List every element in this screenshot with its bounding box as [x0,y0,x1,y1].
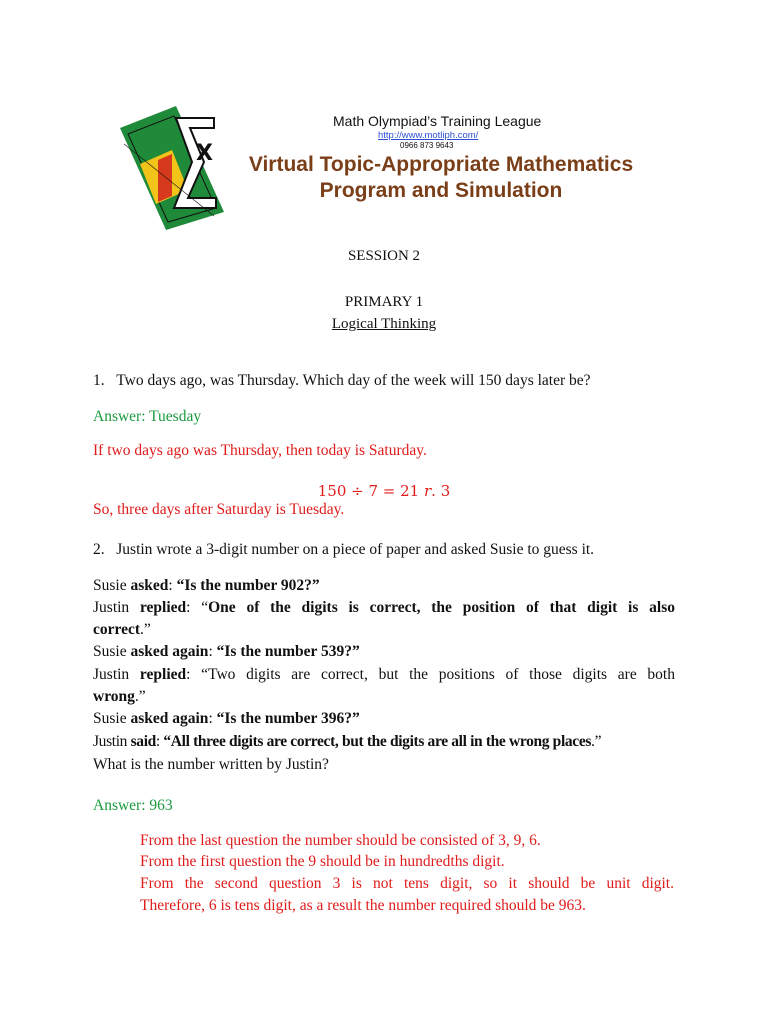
dialogue-quote: One of the digits is correct, the position of that digit is also [208,599,675,616]
question-2-solution-1: From the last question the number should be consisted of 3, 9, 6. [140,832,541,849]
dialogue-line-4-cont [93,688,675,706]
question-2-number: 2. [93,541,105,558]
dialogue-verb: asked [130,577,169,594]
dialogue-quote: : “Two digits are correct, but the positions of those digits are both [186,666,675,683]
dialogue-sep: : [168,577,177,594]
dialogue-speaker: Susie [93,710,131,727]
dialogue-speaker: Justin [93,599,140,616]
dialogue-verb: replied [139,666,187,683]
logo-letter: X [196,141,213,166]
dialogue-quote: “Is the number 539?” [216,643,360,660]
dialogue-quote: wrong [93,688,135,705]
dialogue-verb: said [130,733,156,750]
dialogue-line-6 [93,733,675,751]
question-2-text: Justin wrote a 3-digit number on a piece of paper and asked Susie to guess it. [116,541,595,558]
dialogue-line-2 [93,599,675,617]
program-title [233,152,649,204]
dialogue-sep: .” [134,688,146,705]
dialogue-quote: “Is the number 396?” [216,710,360,727]
session-label: SESSION 2 [347,248,421,264]
program-title-line2: Program and Simulation [319,179,563,202]
dialogue-verb: replied [139,599,187,616]
question-2-prompt: What is the number written by Justin? [93,756,329,773]
dialogue-sep: : [208,643,217,660]
dialogue-sep: : [155,733,164,750]
question-2-solution-2: From the first question the 9 should be in hundredths digit. [140,853,505,870]
question-1 [93,372,675,390]
question-1-text: Two days ago, was Thursday. Which day of the week will 150 days later be? [116,372,591,389]
league-url-link[interactable]: http://www.motliph.com/ [378,130,479,141]
dialogue-line-3 [93,643,675,661]
dialogue-sep: .” [140,621,151,638]
dialogue-quote: correct [93,621,141,638]
league-phone: 0966 873 9643 [400,141,454,150]
question-1-solution-1: If two days ago was Thursday, then today is Saturday. [93,442,427,459]
league-name: Math Olympiad’s Training League [333,113,542,129]
dialogue-sep: : “ [186,599,209,616]
dialogue-quote: “Is the number 902?” [176,577,320,594]
dialogue-line-2-cont [93,621,675,639]
dialogue-quote: “All three digits are correct, but the digits are all in the wrong places [163,733,592,750]
dialogue-speaker: Justin [93,666,140,683]
question-1-math: 150 ÷ 7 = 21 𝑟. 3 [317,482,451,500]
question-2-answer: Answer: 963 [93,797,173,814]
question-1-solution-2: So, three days after Saturday is Tuesday. [93,501,345,518]
dialogue-verb: asked again [130,643,209,660]
question-2 [93,541,675,559]
dialogue-sep: .” [591,733,602,750]
dialogue-sep: : [208,710,217,727]
dialogue-line-1 [93,577,675,595]
question-2-solution-4: Therefore, 6 is tens digit, as a result the number required should be 963. [140,897,586,914]
question-1-number: 1. [93,372,105,389]
topic-label [0,316,768,333]
dialogue-line-5 [93,710,675,728]
dialogue-verb: asked again [130,710,209,727]
level-label: PRIMARY 1 [344,294,424,310]
question-1-answer: Answer: Tuesday [93,408,202,425]
motl-logo [118,104,226,232]
dialogue-speaker: Susie [93,643,131,660]
dialogue-speaker: Susie [93,577,131,594]
question-2-solution-3: From the second question 3 is not tens digit, so it should be unit digit. [140,875,674,892]
dialogue-speaker: Justin [93,733,131,750]
topic-text: Logical Thinking [331,316,437,332]
program-title-line1: Virtual Topic-Appropriate Mathematics [248,153,634,176]
dialogue-line-4 [93,666,675,684]
